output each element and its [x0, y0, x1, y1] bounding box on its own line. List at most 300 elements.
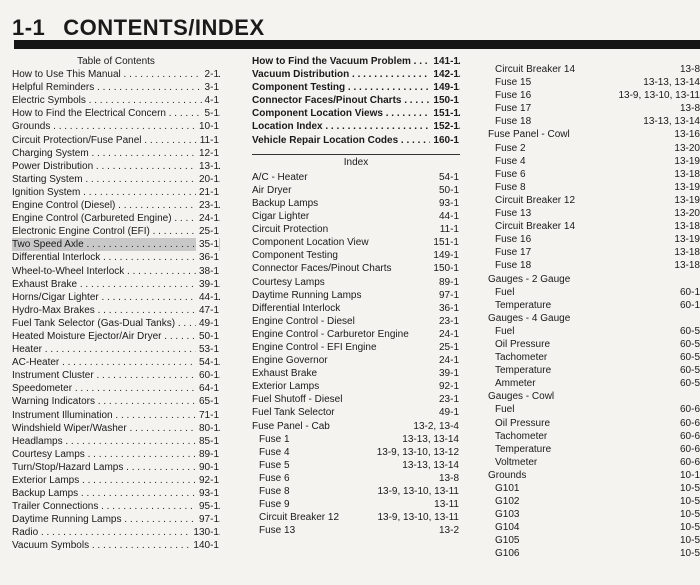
- index-entry-pages: 13-19: [671, 155, 700, 168]
- index-entry-label: Connector Faces/Pinout Charts: [252, 263, 392, 275]
- index-entry: [488, 469, 700, 482]
- index-entry-label: Engine Governor: [252, 355, 328, 367]
- toc-entry-page: 64-1: [196, 382, 219, 395]
- toc-entry-label: Courtesy Lamps . . .: [12, 448, 220, 461]
- index-entry: [488, 521, 700, 534]
- index-entry: [252, 420, 460, 433]
- toc-entry-page: 13-1: [196, 160, 219, 173]
- index-entry: [252, 210, 460, 223]
- index-entry-label: Fuse 18: [495, 116, 532, 128]
- toc-entry: [12, 94, 220, 107]
- toc-entry: [12, 526, 220, 539]
- index-entry: [252, 197, 460, 210]
- header-rule: [14, 40, 700, 49]
- index-entry: [488, 547, 700, 560]
- index-entry-pages: 60-6: [677, 403, 700, 416]
- index-entry-pages: 89-1: [436, 276, 459, 289]
- toc-entry: [12, 160, 220, 173]
- index-entry-pages: 60-1: [677, 286, 700, 299]
- index-entry-label: Fuse 8: [495, 181, 526, 193]
- toc-entry-label: Exhaust Brake . . .: [12, 278, 220, 291]
- index-entry-pages: 23-1: [436, 315, 459, 328]
- index-entry: [252, 289, 460, 302]
- index-entry-label: Daytime Running Lamps: [252, 289, 362, 301]
- index-entry-pages: 36-1: [436, 302, 459, 315]
- index-entry-pages: 13-18: [671, 246, 700, 259]
- toc-entry-label: Exterior Lamps . . .: [12, 474, 220, 487]
- toc-entry-label: Differential Interlock . . .: [12, 251, 220, 264]
- toc-entry-page: 95-1: [196, 500, 219, 513]
- index-entry: [488, 220, 700, 233]
- index-entry-label: Fuse 17: [495, 103, 532, 115]
- index-entry-label: Fuse 8: [259, 486, 290, 497]
- toc-entry-label: Speedometer . . .: [12, 382, 220, 395]
- index-entry-pages: 13-2: [436, 524, 459, 537]
- index-entry-pages: 149-1: [430, 249, 459, 262]
- index-entry-label: Fuel: [495, 404, 515, 416]
- index-entry: [252, 433, 460, 446]
- index-entry: [252, 367, 460, 380]
- toc-entry-page: 80-1: [196, 422, 219, 435]
- toc-entry-label: Headlamps . . .: [12, 435, 220, 448]
- index-entry: [488, 325, 700, 338]
- toc-entry-page: 5-1: [202, 107, 219, 120]
- index-entry: [488, 338, 700, 351]
- toc-entry-page: 141-1: [430, 55, 459, 68]
- index-entry-label: Fuse 4: [495, 155, 526, 167]
- index-entry-label: Fuel: [495, 325, 515, 337]
- index-entry-label: G104: [495, 522, 520, 534]
- index-entry-label: Differential Interlock: [252, 302, 341, 314]
- index-entry-label: Fuse 15: [495, 77, 532, 89]
- toc-entry: [12, 173, 220, 186]
- index-entry-label: Fuel Shutoff - Diesel: [252, 394, 343, 406]
- index-entry-pages: 13-20: [671, 142, 700, 155]
- index-entry-label: Circuit Breaker 12: [495, 194, 576, 206]
- index-entry-label: Engine Control - EFI Engine: [252, 341, 377, 353]
- index-entry: [488, 89, 700, 102]
- index-entry: [252, 328, 460, 341]
- toc-entry: [252, 120, 460, 133]
- toc-entry-label: Instrument Cluster . . .: [12, 369, 220, 382]
- index-entry: [488, 76, 700, 89]
- toc-entry-page: 23-1: [196, 199, 219, 212]
- index-entry-label: Fuel: [495, 286, 515, 298]
- index-entry-pages: 93-1: [436, 197, 459, 210]
- index-entry-pages: 150-1: [430, 262, 459, 275]
- index-entry-label: Tachometer: [495, 352, 548, 364]
- index-entry-pages: 13-9, 13-10, 13-12: [374, 446, 459, 459]
- index-list-col2: [252, 171, 460, 538]
- toc-entry-label: Grounds . . .: [12, 120, 220, 133]
- index-entry-pages: 24-1: [436, 328, 459, 341]
- toc-entry-page: 152-1: [430, 120, 459, 133]
- toc-entry: [12, 212, 220, 225]
- toc-entry-page: 25-1: [196, 225, 219, 238]
- index-entry-label: Fuse 18: [495, 260, 532, 272]
- toc-entry-page: 92-1: [196, 474, 219, 487]
- index-entry-label: Backup Lamps: [252, 197, 319, 209]
- index-entry-label: Air Dryer: [252, 184, 292, 196]
- index-list-col3: [488, 63, 700, 561]
- toc-entry-label: Vacuum Distribution . . .: [252, 68, 460, 81]
- index-entry-label: Fuse 17: [495, 247, 532, 259]
- index-entry: [488, 259, 700, 272]
- index-entry-label: G106: [495, 548, 520, 560]
- index-entry: [252, 498, 460, 511]
- toc-list: [12, 68, 220, 552]
- toc-entry-label: Charging System . . .: [12, 147, 220, 160]
- toc-entry: [12, 369, 220, 382]
- index-entry-pages: 60-5: [677, 377, 700, 390]
- toc-entry-page: 71-1: [196, 409, 219, 422]
- index-entry-pages: 10-5: [677, 508, 700, 521]
- toc-entry-label: Heated Moisture Ejector/Air Dryer . . .: [12, 330, 220, 343]
- toc-entry-page: 142-1: [430, 68, 459, 81]
- index-entry-label: G103: [495, 509, 520, 521]
- middle-column: [252, 55, 460, 537]
- index-entry-pages: 54-1: [436, 171, 459, 184]
- index-entry-label: Component Location View: [252, 237, 369, 249]
- index-entry-label: Fuse 6: [495, 168, 526, 180]
- toc-entry-page: 36-1: [196, 251, 219, 264]
- index-entry: [488, 403, 700, 416]
- index-entry-label: Fuel Tank Selector: [252, 407, 335, 419]
- index-entry-label: Gauges - 4 Gauge: [488, 312, 571, 324]
- index-entry: [488, 351, 700, 364]
- index-entry-pages: 24-1: [436, 354, 459, 367]
- toc-entry: [252, 134, 460, 147]
- index-entry-label: A/C - Heater: [252, 171, 308, 183]
- index-entry-label: G105: [495, 535, 520, 547]
- index-entry: [488, 273, 700, 286]
- index-entry-pages: 13-13, 13-14: [399, 459, 459, 472]
- index-entry-pages: 10-5: [677, 521, 700, 534]
- index-entry-label: Gauges - 2 Gauge: [488, 273, 571, 285]
- index-entry: [488, 443, 700, 456]
- toc-entry: [12, 265, 220, 278]
- toc-entry-page: 97-1: [196, 513, 219, 526]
- index-entry-pages: 13-8: [677, 102, 700, 115]
- index-entry-pages: 13-19: [671, 233, 700, 246]
- index-entry: [252, 511, 460, 524]
- toc-entry-label: Location Index . . .: [252, 120, 460, 133]
- toc-entry-label: AC-Heater . . .: [12, 356, 220, 369]
- index-entry-label: Cigar Lighter: [252, 211, 310, 223]
- toc-entry-label: Electric Symbols . . .: [12, 94, 220, 107]
- index-entry: [488, 456, 700, 469]
- index-entry-label: Courtesy Lamps: [252, 276, 325, 288]
- index-entry-pages: 39-1: [436, 367, 459, 380]
- toc-entry: [12, 291, 220, 304]
- toc-entry: [12, 304, 220, 317]
- toc-entry: [12, 147, 220, 160]
- toc-entry-page: 89-1: [196, 448, 219, 461]
- index-entry: [488, 142, 700, 155]
- toc-entry-page: 90-1: [196, 461, 219, 474]
- index-entry-label: Fuse 13: [259, 525, 296, 537]
- toc-entry-label: Backup Lamps . . .: [12, 487, 220, 500]
- toc-entry: [12, 382, 220, 395]
- index-entry: [488, 286, 700, 299]
- index-entry-label: Fuse 6: [259, 472, 290, 484]
- index-entry: [252, 446, 460, 459]
- index-entry-pages: 60-5: [677, 325, 700, 338]
- toc-entry-label: Component Testing . . .: [252, 81, 460, 94]
- toc-entry: [252, 81, 460, 94]
- toc-entry: [12, 343, 220, 356]
- index-entry-pages: 13-20: [671, 207, 700, 220]
- index-entry-pages: 60-6: [677, 443, 700, 456]
- index-entry: [488, 299, 700, 312]
- index-entry-pages: 13-11: [431, 498, 459, 511]
- toc-entry: [12, 278, 220, 291]
- index-entry-pages: 13-8: [436, 472, 459, 485]
- index-entry-label: Temperature: [495, 365, 552, 377]
- toc-entry: [252, 68, 460, 81]
- index-entry-label: Tachometer: [495, 430, 548, 442]
- toc-entry-page: 35-1: [196, 238, 219, 251]
- toc-entry: [12, 422, 220, 435]
- index-entry: [252, 171, 460, 184]
- index-entry: [252, 249, 460, 262]
- index-entry: [488, 246, 700, 259]
- index-entry-pages: 13-18: [671, 220, 700, 233]
- index-entry-pages: 151-1: [430, 236, 459, 249]
- toc-entry: [12, 134, 220, 147]
- index-entry-pages: 50-1: [436, 184, 459, 197]
- index-entry-label: Circuit Breaker 14: [495, 221, 576, 233]
- index-entry: [252, 262, 460, 275]
- index-entry-pages: 60-6: [677, 430, 700, 443]
- index-entry-pages: 13-18: [671, 259, 700, 272]
- toc-entry-label: Heater . . .: [12, 343, 220, 356]
- toc-entry-page: 140-1: [190, 539, 219, 552]
- index-title: Index: [343, 156, 369, 168]
- index-entry-pages: 60-5: [677, 351, 700, 364]
- toc-entry-page: 24-1: [196, 212, 219, 225]
- toc-entry-label: Hydro-Max Brakes . . .: [12, 304, 220, 317]
- index-entry-label: G101: [495, 483, 520, 494]
- index-entry-pages: 44-1: [436, 210, 459, 223]
- index-entry: [252, 393, 460, 406]
- toc-entry-page: 50-1: [196, 330, 219, 343]
- toc-entry-label: Ignition System . . .: [12, 186, 220, 199]
- index-entry: [488, 377, 700, 390]
- toc-entry-page: 93-1: [196, 487, 219, 500]
- index-entry-pages: 10-5: [677, 547, 700, 560]
- index-entry: [488, 417, 700, 430]
- index-entry: [252, 459, 460, 472]
- index-entry: [252, 315, 460, 328]
- index-entry: [488, 390, 700, 403]
- index-entry: [252, 276, 460, 289]
- toc-entry: [12, 330, 220, 343]
- toc-entry-label: Turn/Stop/Hazard Lamps . . .: [12, 461, 220, 474]
- index-entry: [488, 495, 700, 508]
- toc-entry-label: Trailer Connections . . .: [12, 500, 220, 513]
- toc-entry: [252, 55, 460, 68]
- toc-entry-page: 60-1: [196, 369, 219, 382]
- toc-entry-label: Engine Control (Carbureted Engine) . . .: [12, 212, 220, 225]
- index-entry-label: Component Testing: [252, 250, 338, 262]
- toc-entry: [12, 199, 220, 212]
- toc-entry: [252, 107, 460, 120]
- toc-entry-label: Fuel Tank Selector (Gas-Dual Tanks) . . .: [12, 317, 220, 330]
- index-entry-label: Circuit Breaker 12: [259, 512, 340, 524]
- index-entry: [488, 364, 700, 377]
- toc-column: [12, 55, 220, 553]
- toc-entry: [12, 356, 220, 369]
- index-entry-label: Fuse 16: [495, 90, 532, 102]
- index-entry: [488, 63, 700, 76]
- index-entry: [252, 354, 460, 367]
- toc-entry-page: 39-1: [196, 278, 219, 291]
- toc-entry-label: How to Find the Electrical Concern . . .: [12, 107, 220, 120]
- toc-entry: [12, 461, 220, 474]
- toc-entry-page: 2-1: [202, 68, 219, 81]
- toc-entry-page: 10-1: [196, 120, 219, 133]
- toc-entry-page: 12-1: [196, 147, 219, 160]
- index-entry: [252, 472, 460, 485]
- toc-entry: [12, 186, 220, 199]
- index-entry-pages: 25-1: [436, 341, 459, 354]
- index-entry: [488, 194, 700, 207]
- toc-entry-label: Wheel-to-Wheel Interlock . . .: [12, 265, 220, 278]
- toc-entry-page: 20-1: [196, 173, 219, 186]
- index-entry-label: Fuse 16: [495, 234, 532, 246]
- index-entry-pages: 13-19: [671, 194, 700, 207]
- index-entry-pages: 60-6: [677, 417, 700, 430]
- index-entry-label: Temperature: [495, 443, 552, 455]
- toc-title: Table of Contents: [77, 56, 155, 67]
- index-entry-pages: 60-1: [677, 299, 700, 312]
- index-entry-pages: 10-1: [677, 469, 700, 482]
- index-entry-pages: 60-5: [677, 364, 700, 377]
- index-entry-pages: 11-1: [437, 223, 459, 236]
- toc-entry-page: 4-1: [202, 94, 219, 107]
- toc-entry: [12, 539, 220, 552]
- index-entry: [488, 181, 700, 194]
- index-entry: [488, 128, 700, 141]
- index-entry-pages: 23-1: [436, 393, 459, 406]
- index-entry: [488, 430, 700, 443]
- index-entry: [252, 380, 460, 393]
- index-entry-pages: 13-13, 13-14: [399, 433, 459, 446]
- toc-entry-label: Helpful Reminders . . .: [12, 81, 220, 94]
- page-title: CONTENTS/INDEX: [63, 15, 265, 40]
- index-entry-label: Ammeter: [495, 378, 536, 390]
- index-entry-pages: 10-5: [677, 534, 700, 547]
- toc-entry: [12, 474, 220, 487]
- toc-entry-label: Daytime Running Lamps . . .: [12, 513, 220, 526]
- toc-entry-label: Connector Faces/Pinout Charts . . .: [252, 94, 460, 107]
- toc-entry: [12, 500, 220, 513]
- toc-entry-page: 65-1: [196, 395, 219, 408]
- toc-entry-page: 21-1: [196, 186, 219, 199]
- toc-entry-label: Vehicle Repair Location Codes . . .: [252, 134, 460, 147]
- index-entry-label: Exterior Lamps: [252, 381, 320, 393]
- index-entry: [252, 302, 460, 315]
- index-entry: [488, 168, 700, 181]
- index-entry-label: Fuse 1: [259, 433, 290, 445]
- toc-entry-label: Radio . . .: [12, 526, 220, 539]
- toc-entry-label: Circuit Protection/Fuse Panel . . .: [12, 134, 220, 147]
- toc-continued-list: [252, 55, 460, 147]
- index-entry-pages: 13-9, 13-10, 13-11: [374, 511, 459, 524]
- toc-entry-page: 85-1: [196, 435, 219, 448]
- toc-entry-page: 11-1: [197, 134, 219, 147]
- toc-entry-page: 149-1: [430, 81, 459, 94]
- toc-entry: [12, 435, 220, 448]
- index-entry: [252, 184, 460, 197]
- index-entry: [488, 155, 700, 168]
- toc-entry-label: Engine Control (Diesel) . . .: [12, 199, 220, 212]
- index-entry-label: Circuit Breaker 14: [495, 64, 576, 75]
- toc-entry-label: Electronic Engine Control (EFI) . . .: [12, 225, 220, 238]
- index-entry-label: Oil Pressure: [495, 338, 551, 350]
- index-entry: [252, 406, 460, 419]
- toc-entry: [12, 107, 220, 120]
- toc-entry-label: Windshield Wiper/Washer . . .: [12, 422, 220, 435]
- index-entry-label: Engine Control - Diesel: [252, 315, 355, 327]
- toc-entry-label: Starting System . . .: [12, 173, 220, 186]
- toc-entry: [12, 487, 220, 500]
- index-entry: [488, 534, 700, 547]
- index-entry: [252, 341, 460, 354]
- toc-entry-label: Power Distribution . . .: [12, 160, 220, 173]
- section-number: 1-1: [12, 15, 46, 40]
- index-entry-pages: 13-13, 13-14: [640, 76, 700, 89]
- index-entry-pages: 13-9, 13-10, 13-11: [615, 89, 700, 102]
- toc-entry-label: Warning Indicators . . .: [12, 395, 220, 408]
- index-entry-label: Fuse Panel - Cowl: [488, 129, 570, 141]
- toc-entry: [12, 513, 220, 526]
- toc-entry: [12, 81, 220, 94]
- index-entry-pages: 13-8: [677, 63, 700, 76]
- toc-entry-label: How to Find the Vacuum Problem . . .: [252, 55, 460, 68]
- toc-entry: [12, 448, 220, 461]
- index-entry: [488, 312, 700, 325]
- index-entry-pages: 60-6: [677, 456, 700, 469]
- toc-entry-page: 3-1: [202, 81, 219, 94]
- toc-entry-page: 130-1: [190, 526, 219, 539]
- index-entry-pages: 13-16: [671, 128, 700, 141]
- index-entry-pages: 97-1: [436, 289, 459, 302]
- index-entry: [252, 485, 460, 498]
- index-entry: [252, 236, 460, 249]
- index-entry: [488, 102, 700, 115]
- toc-entry-page: 38-1: [196, 265, 219, 278]
- toc-entry: [12, 395, 220, 408]
- toc-entry-page: 150-1: [430, 94, 459, 107]
- index-entry-pages: 13-19: [671, 181, 700, 194]
- toc-entry: [12, 225, 220, 238]
- toc-entry-page: 49-1: [196, 317, 219, 330]
- index-entry-pages: 13-13, 13-14: [640, 115, 700, 128]
- index-entry-label: Gauges - Cowl: [488, 391, 555, 403]
- index-entry-pages: 49-1: [436, 406, 459, 419]
- toc-entry-label: How to Use This Manual . . .: [12, 68, 220, 81]
- toc-entry-page: 151-1: [430, 107, 459, 120]
- toc-entry-label: Instrument Illumination . . .: [12, 409, 220, 422]
- index-entry-pages: 13-2, 13-4: [410, 420, 459, 433]
- index-entry: [488, 508, 700, 521]
- index-entry-pages: 92-1: [436, 380, 459, 393]
- index-entry-label: Engine Control - Carburetor Engine: [252, 328, 409, 340]
- index-entry-pages: 10-5: [677, 495, 700, 508]
- index-entry: [488, 207, 700, 220]
